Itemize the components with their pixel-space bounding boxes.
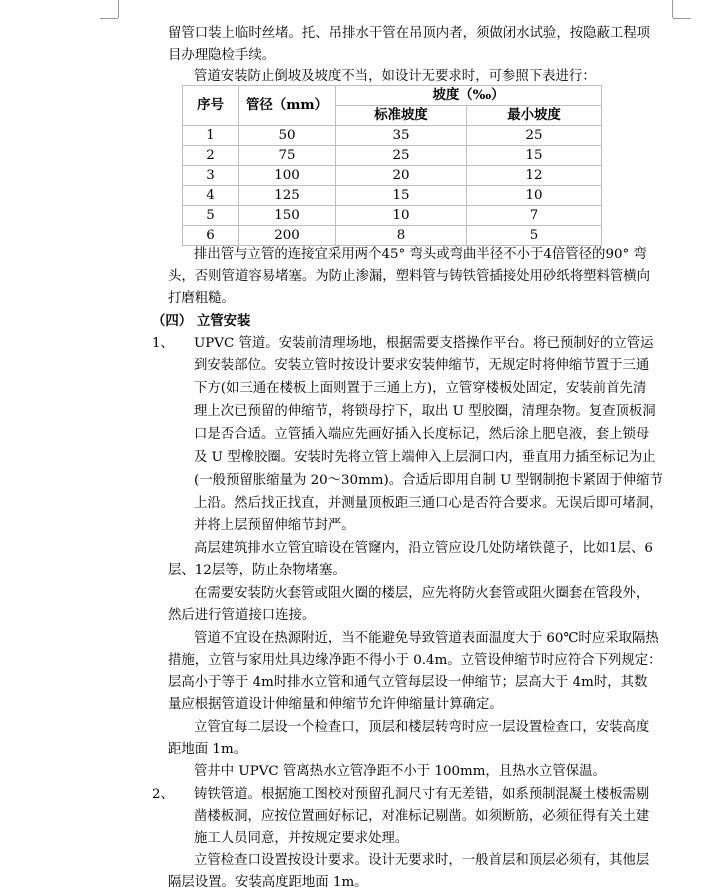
paragraph-line: 量应根据管道设计伸缩量和伸缩节允许伸缩量计算确定。 bbox=[168, 697, 503, 712]
table-cell: 125 bbox=[239, 186, 336, 206]
paragraph-line: (一般预留胀缩量为 20～30mm)。合适后即用自制 U 型钢制抱卡紧固于伸缩节 bbox=[194, 473, 663, 488]
crop-mark-left-horizontal bbox=[100, 18, 118, 19]
paragraph-line: 排出管与立管的连接宜采用两个45° 弯头或弯曲半径不小于4倍管径的90° 弯 bbox=[194, 247, 647, 262]
table-cell: 100 bbox=[239, 166, 336, 186]
paragraph-line: 理上次已预留的伸缩节，将锁母拧下，取出 U 型胶圈，清理杂物。复查顶板洞 bbox=[194, 404, 656, 419]
table-cell: 15 bbox=[336, 186, 467, 206]
table-row bbox=[183, 226, 602, 246]
table-row bbox=[183, 146, 602, 166]
table-cell: 4 bbox=[183, 186, 239, 206]
col-header-min-slope: 最小坡度 bbox=[467, 106, 602, 126]
table-cell: 15 bbox=[467, 146, 602, 166]
crop-mark-right-horizontal bbox=[673, 18, 691, 19]
crop-mark-left-vertical bbox=[118, 0, 119, 18]
table-cell: 10 bbox=[336, 206, 467, 226]
table-cell: 12 bbox=[467, 166, 602, 186]
paragraph-line: 立管检查口设置按设计要求。设计无要求时，一般首层和顶层必须有，其他层 bbox=[194, 853, 650, 868]
slope-table bbox=[182, 85, 602, 246]
paragraph-line: 并将上层预留伸缩节封严。 bbox=[194, 518, 355, 533]
paragraph-line: 头，否则管道容易堵塞。为防止渗漏，塑料管与铸铁管插接处用砂纸将塑料管横向 bbox=[168, 269, 651, 284]
table-cell: 8 bbox=[336, 226, 467, 246]
paragraph-line: 隔层设置。安装高度距地面 1m。 bbox=[168, 875, 368, 890]
paragraph-line: 层、12层等，防止杂物堵塞。 bbox=[168, 563, 346, 578]
paragraph-line: 管道安装防止倒坡及坡度不当，如设计无要求时，可参照下表进行： bbox=[194, 69, 596, 84]
table-row bbox=[183, 166, 602, 186]
table-cell: 10 bbox=[467, 186, 602, 206]
table-cell: 75 bbox=[239, 146, 336, 166]
paragraph-line: 下方(如三通在楼板上面则置于三通上方)，立管穿楼板处固定，安装前首先清 bbox=[194, 381, 647, 396]
table-row bbox=[183, 206, 602, 226]
table-cell: 25 bbox=[467, 126, 602, 146]
table-cell: 7 bbox=[467, 206, 602, 226]
paragraph-line: 在需要安装防火套管或阻火圈的楼层，应先将防火套管或阻火圈套在管段外， bbox=[194, 586, 650, 601]
table-cell: 5 bbox=[183, 206, 239, 226]
col-header-standard-slope: 标准坡度 bbox=[336, 106, 467, 126]
paragraph-line: 凿楼板洞，应按位置画好标记，对准标记剔凿。如须断筋，必须征得有关土建 bbox=[194, 809, 650, 824]
table-cell: 3 bbox=[183, 166, 239, 186]
table-cell: 25 bbox=[336, 146, 467, 166]
paragraph-line: 然后进行管道接口连接。 bbox=[168, 608, 316, 623]
paragraph-line: 上沿。然后找正找直，并测量顶板距三通口心是否符合要求。无误后即可堵洞， bbox=[194, 496, 663, 511]
table-cell: 6 bbox=[183, 226, 239, 246]
paragraph-line: UPVC 管道。安装前清理场地，根据需要支搭操作平台。将已预制好的立管运 bbox=[194, 336, 654, 351]
table-row bbox=[183, 126, 602, 146]
paragraph-line: 措施，立管与家用灶具边缘净距不得小于 0.4m。立管设伸缩节时应符合下列规定： bbox=[168, 653, 662, 668]
paragraph-line: 高层建筑排水立管宜暗设在管窿内，沿立管应设几处防堵铁蓖子，比如1层、6 bbox=[194, 541, 653, 556]
paragraph-line: 立管宜每二层设一个检查口，顶层和楼层转弯时应一层设置检查口，安装高度 bbox=[194, 720, 650, 735]
paragraph-line: 及 U 型橡胶圈。安装时先将立管上端伸入上层洞口内，垂直用力插至标记为止 bbox=[194, 450, 656, 465]
table-cell: 200 bbox=[239, 226, 336, 246]
table-cell: 1 bbox=[183, 126, 239, 146]
col-header-diameter: 管径（mm） bbox=[239, 86, 336, 126]
table-cell: 20 bbox=[336, 166, 467, 186]
table-cell: 35 bbox=[336, 126, 467, 146]
table-cell: 150 bbox=[239, 206, 336, 226]
paragraph-line: 目办理隐检手续。 bbox=[168, 48, 276, 63]
paragraph-line: 口是否合适。立管插入端应先画好插入长度标记，然后涂上肥皂液，套上锁母 bbox=[194, 427, 650, 442]
paragraph-line: 留管口装上临时丝堵。托、吊排水干管在吊顶内者，须做闭水试验，按隐蔽工程项 bbox=[168, 26, 651, 41]
paragraph-line: 管道不宜设在热源附近，当不能避免导致管道表面温度大于 60℃时应采取隔热 bbox=[194, 631, 659, 646]
paragraph-line: 层高小于等于 4m时排水立管和通气立管每层设一伸缩节；层高大于 4m时，其数 bbox=[168, 675, 648, 690]
crop-mark-right-vertical bbox=[672, 0, 673, 18]
paragraph-line: 铸铁管道。根据施工图校对预留孔洞尺寸有无差错，如系预制混凝土楼板需剔 bbox=[194, 787, 650, 802]
col-header-slope: 坡度（‰） bbox=[336, 86, 602, 106]
table-cell: 50 bbox=[239, 126, 336, 146]
paragraph-line: 距地面 1m。 bbox=[168, 742, 248, 757]
list-number: 1、 bbox=[152, 336, 174, 351]
table-cell: 2 bbox=[183, 146, 239, 166]
paragraph-line: 打磨粗糙。 bbox=[168, 291, 235, 306]
table-row bbox=[183, 186, 602, 206]
paragraph-line: 管井中 UPVC 管离热水立管净距不小于 100mm，且热水立管保温。 bbox=[194, 764, 606, 779]
paragraph-line: 施工人员同意，并按规定要求处理。 bbox=[194, 831, 409, 846]
list-number: 2、 bbox=[152, 787, 174, 802]
table-cell: 5 bbox=[467, 226, 602, 246]
col-header-seq: 序号 bbox=[183, 86, 239, 126]
section-heading: （四） 立管安装 bbox=[152, 313, 251, 329]
paragraph-line: 到安装部位。安装立管时按设计要求安装伸缩节，无规定时将伸缩节置于三通 bbox=[194, 358, 650, 373]
